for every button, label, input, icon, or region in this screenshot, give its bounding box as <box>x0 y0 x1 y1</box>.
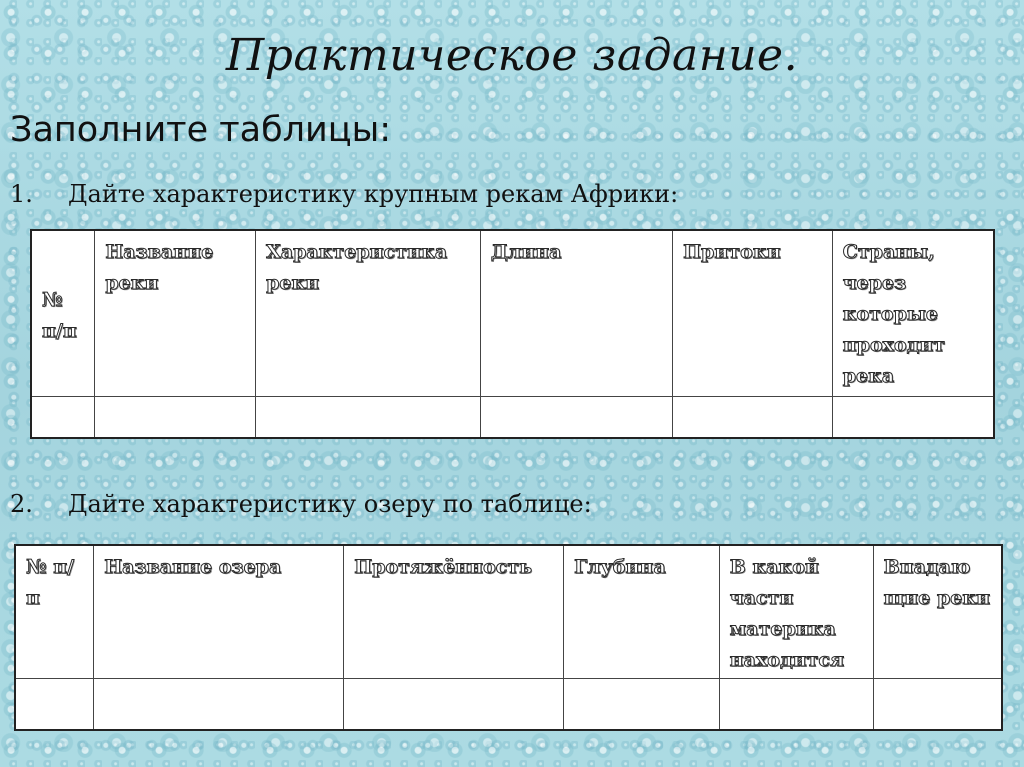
table-cell[interactable] <box>95 396 256 438</box>
header-lake-name: Название озера <box>94 545 344 678</box>
table-cell[interactable] <box>480 396 672 438</box>
task-2-text: Дайте характеристику озеру по таблице: <box>68 490 592 518</box>
task-1-number: 1. <box>10 180 33 208</box>
task-1 <box>10 180 678 208</box>
header-river-name: Название реки <box>95 230 256 396</box>
table-cell[interactable] <box>719 678 873 730</box>
lake-table <box>14 544 1003 731</box>
task-2 <box>10 490 592 518</box>
header-location: В какой части материка находится <box>719 545 873 678</box>
table-cell[interactable] <box>15 678 94 730</box>
table-cell[interactable] <box>873 678 1002 730</box>
table-row <box>15 678 1002 730</box>
slide-subtitle: Заполните таблицы: <box>10 110 392 150</box>
table-cell[interactable] <box>832 396 994 438</box>
header-countries: Страны, через которые проходит река <box>832 230 994 396</box>
header-depth: Глубина <box>564 545 720 678</box>
table-row <box>31 396 994 438</box>
header-tributaries: Притоки <box>673 230 833 396</box>
table-cell[interactable] <box>344 678 564 730</box>
rivers-table <box>30 229 995 439</box>
table-cell[interactable] <box>673 396 833 438</box>
table-cell[interactable] <box>94 678 344 730</box>
header-length: Длина <box>480 230 672 396</box>
header-number: № п/п <box>31 230 95 396</box>
header-extent: Протяжённость <box>344 545 564 678</box>
header-number: № п/п <box>15 545 94 678</box>
table-cell[interactable] <box>564 678 720 730</box>
header-river-characteristic: Характеристика реки <box>256 230 481 396</box>
table-cell[interactable] <box>256 396 481 438</box>
lake-table-header-row <box>15 545 1002 678</box>
header-inflowing-rivers: Впадаю щие реки <box>873 545 1002 678</box>
table-cell[interactable] <box>31 396 95 438</box>
task-2-number: 2. <box>10 490 33 518</box>
rivers-table-header-row <box>31 230 994 396</box>
slide-title: Практическое задание. <box>225 30 799 81</box>
task-1-text: Дайте характеристику крупным рекам Африки: <box>68 180 679 208</box>
